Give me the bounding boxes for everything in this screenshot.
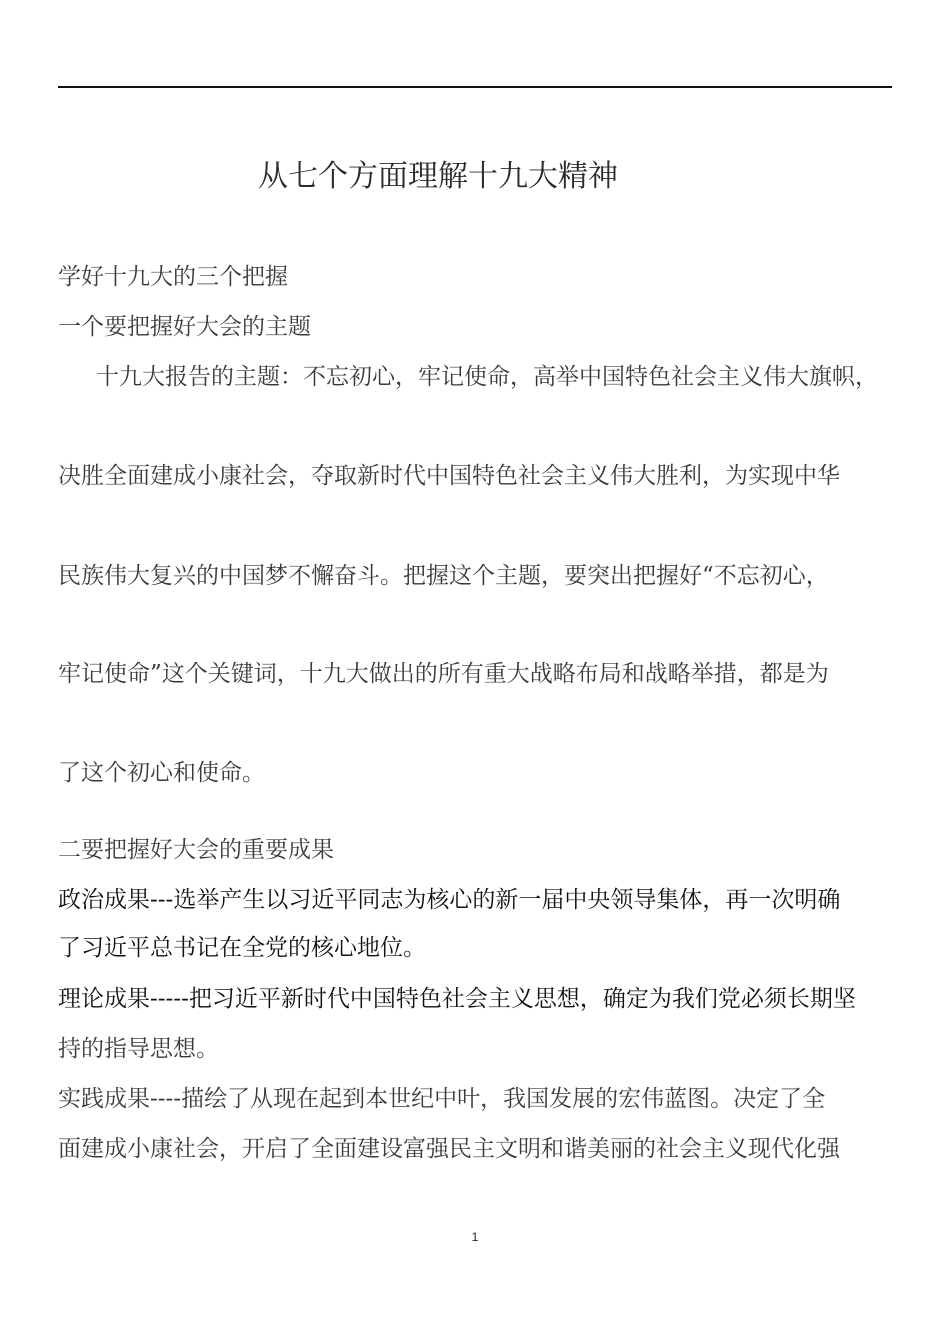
result-line: 政治成果---选举产生以习近平同志为核心的新一届中央领导集体，再一次明确: [58, 887, 841, 913]
result-line: 理论成果-----把习近平新时代中国特色社会主义思想，确定为我们党必须长期坚: [58, 986, 856, 1012]
subheading-theme: 一个要把握好大会的主题: [58, 314, 311, 340]
header-rule: [58, 86, 892, 88]
section-heading: 学好十九大的三个把握: [58, 264, 288, 290]
result-line: 面建成小康社会，开启了全面建设富强民主文明和谐美丽的社会主义现代化强: [58, 1136, 840, 1162]
paragraph-line: 十九大报告的主题：不忘初心，牢记使命，高举中国特色社会主义伟大旗帜，: [96, 364, 878, 390]
paragraph-line: 牢记使命”这个关键词，十九大做出的所有重大战略布局和战略举措，都是为: [58, 661, 829, 687]
paragraph-line: 了这个初心和使命。: [58, 760, 265, 786]
result-line: 了习近平总书记在全党的核心地位。: [58, 935, 426, 961]
result-line: 持的指导思想。: [58, 1036, 219, 1062]
paragraph-line: 决胜全面建成小康社会，夺取新时代中国特色社会主义伟大胜利，为实现中华: [58, 463, 840, 489]
subheading-results: 二要把握好大会的重要成果: [58, 837, 334, 863]
result-line: 实践成果----描绘了从现在起到本世纪中叶，我国发展的宏伟蓝图。决定了全: [58, 1086, 826, 1112]
document-title: 从七个方面理解十九大精神: [258, 159, 618, 194]
page-number: 1: [471, 1230, 479, 1244]
paragraph-line: 民族伟大复兴的中国梦不懈奋斗。把握这个主题，要突出把握好“不忘初心，: [58, 563, 829, 589]
